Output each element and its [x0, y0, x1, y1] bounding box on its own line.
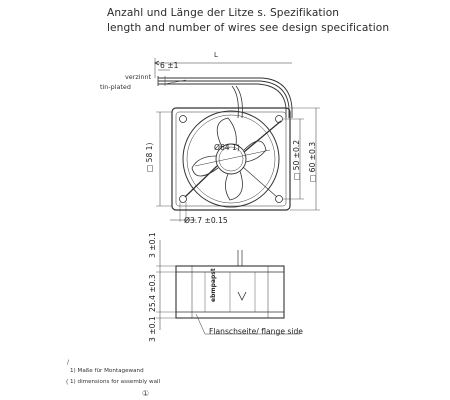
footnote-english: 1) dimensions for assembly wall [70, 379, 161, 385]
brand-label: ebmpapst [210, 268, 217, 302]
hole-diameter-dim: Ø3.7 ±0.15 [184, 216, 228, 225]
size-dim-value: 60 ±0.3 [308, 141, 317, 173]
mount-hole [180, 116, 187, 123]
fan-frame [172, 108, 290, 210]
square-symbol: □ [292, 172, 301, 180]
flange-bottom-dim: 3 ±0.1 [148, 316, 157, 342]
circle-mark: ① [142, 389, 150, 398]
footnote-mark-2: ( [66, 379, 69, 386]
height-dim-value: 58 1) [145, 142, 154, 163]
wire-length-label: L [214, 51, 218, 59]
footnote-german: 1) Maße für Montagewand [70, 368, 144, 374]
mount-hole [276, 116, 283, 123]
square-symbol: □ [145, 164, 154, 172]
diameter-leader [195, 150, 270, 166]
size-dim [308, 142, 317, 182]
flange-side-label: Flanschseite/ flange side [209, 327, 303, 336]
height-dim [145, 143, 154, 172]
flange-top-dim: 3 ±0.1 [148, 232, 157, 258]
spec-note-english: length and number of wires see design specification [107, 22, 390, 34]
tinned-label-de: verzinnt [125, 73, 152, 81]
fan-venturi [183, 111, 279, 207]
depth-dim: 25.4 ±0.3 [148, 274, 157, 312]
tinned-label-en: tin-plated [100, 83, 131, 91]
spec-note-german: Anzahl und Länge der Litze s. Spezifikation [107, 7, 340, 19]
pitch-dim-value: 50 ±0.2 [292, 139, 301, 171]
venturi-diameter-dim: Ø64 1) [214, 143, 240, 152]
footnote-mark-1: / [67, 359, 70, 366]
strip-length-dim: 6 ±1 [160, 61, 179, 70]
square-symbol: □ [308, 174, 317, 182]
pitch-dim [292, 140, 301, 180]
fan-blade [225, 171, 242, 200]
